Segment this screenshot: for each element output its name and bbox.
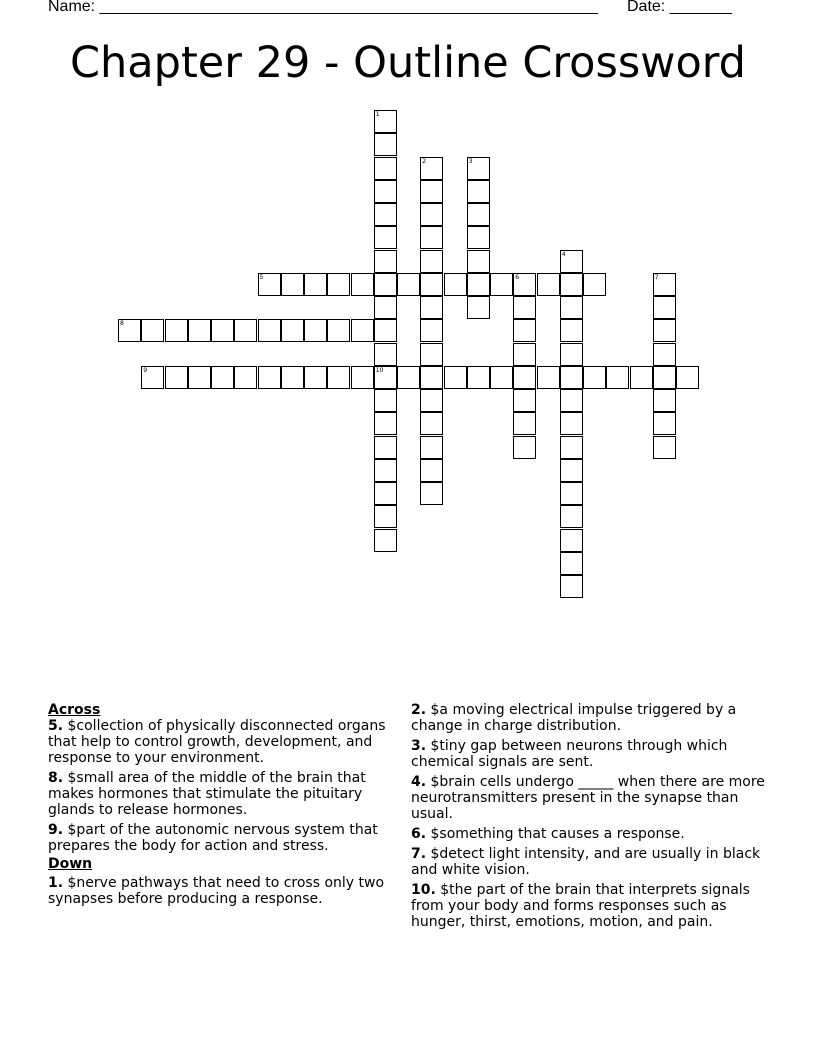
crossword-cell[interactable] — [537, 366, 560, 389]
clue-text: $part of the autonomic nervous system that prepares the body for action and stress. — [48, 822, 378, 854]
crossword-cell[interactable] — [420, 157, 443, 180]
clue-text: $detect light intensity, and are usually in black and white vision. — [411, 846, 761, 878]
clues-right-column — [411, 702, 771, 934]
crossword-cell[interactable] — [374, 505, 397, 528]
crossword-cell[interactable] — [560, 575, 583, 598]
crossword-cell[interactable] — [141, 366, 164, 389]
crossword-cell[interactable] — [374, 436, 397, 459]
cell-number: 1 — [375, 111, 380, 118]
clue-down-3 — [411, 738, 771, 770]
clue-text: $collection of physically disconnected organs that help to control growth, development, and response to your environment. — [48, 718, 386, 766]
crossword-cell[interactable] — [653, 389, 676, 412]
clue-across-9 — [48, 822, 393, 854]
crossword-cell[interactable] — [211, 319, 234, 342]
clue-number: 9. — [48, 822, 64, 838]
clue-down-4 — [411, 774, 771, 822]
crossword-cell[interactable] — [513, 296, 536, 319]
crossword-cell[interactable] — [374, 366, 397, 389]
crossword-cell[interactable] — [420, 389, 443, 412]
crossword-cell[interactable] — [513, 366, 536, 389]
clue-number: 2. — [411, 702, 427, 718]
crossword-cell[interactable] — [513, 273, 536, 296]
crossword-cell[interactable] — [374, 110, 397, 133]
crossword-cell[interactable] — [141, 319, 164, 342]
crossword-cell[interactable] — [560, 343, 583, 366]
crossword-cell[interactable] — [374, 203, 397, 226]
crossword-cell[interactable] — [467, 157, 490, 180]
crossword-cell[interactable] — [653, 436, 676, 459]
crossword-cell[interactable] — [676, 366, 699, 389]
crossword-cell[interactable] — [537, 273, 560, 296]
crossword-cell[interactable] — [374, 529, 397, 552]
clue-text: $tiny gap between neurons through which chemical signals are sent. — [411, 738, 728, 770]
crossword-cell[interactable] — [258, 273, 281, 296]
crossword-cell[interactable] — [165, 366, 188, 389]
cell-number: 5 — [259, 273, 264, 281]
crossword-cell[interactable] — [281, 366, 304, 389]
crossword-cell[interactable] — [351, 366, 374, 389]
crossword-cell[interactable] — [420, 459, 443, 482]
clue-across-8 — [48, 770, 393, 818]
crossword-cell[interactable] — [653, 343, 676, 366]
cell-number: 6 — [515, 273, 520, 281]
crossword-cell[interactable] — [583, 273, 606, 296]
crossword-cell[interactable] — [560, 296, 583, 319]
crossword-cell[interactable] — [513, 343, 536, 366]
crossword-cell[interactable] — [560, 389, 583, 412]
crossword-cell[interactable] — [653, 412, 676, 435]
clue-text: $small area of the middle of the brain that makes hormones that stimulate the pituitary glands to release hormones. — [48, 770, 366, 818]
crossword-cell[interactable] — [374, 133, 397, 156]
crossword-cell[interactable] — [258, 366, 281, 389]
crossword-cell[interactable] — [188, 366, 211, 389]
crossword-cell[interactable] — [374, 273, 397, 296]
crossword-cell[interactable] — [397, 273, 420, 296]
crossword-cell[interactable] — [653, 319, 676, 342]
clue-text: $the part of the brain that interprets signals from your body and forms responses such as hunger, thirst, emotions, motion, and pain. — [411, 882, 750, 930]
clue-number: 10. — [411, 882, 436, 898]
crossword-cell[interactable] — [420, 436, 443, 459]
crossword-cell[interactable] — [374, 319, 397, 342]
crossword-cell[interactable] — [374, 459, 397, 482]
crossword-cell[interactable] — [560, 366, 583, 389]
crossword-cell[interactable] — [467, 366, 490, 389]
cell-number: 8 — [120, 320, 124, 328]
crossword-cell[interactable] — [467, 226, 490, 249]
crossword-cell[interactable] — [420, 343, 443, 366]
crossword-cell[interactable] — [234, 319, 257, 342]
crossword-cell[interactable] — [560, 529, 583, 552]
clue-number: 5. — [48, 718, 64, 734]
crossword-cell[interactable] — [281, 319, 304, 342]
crossword-cell[interactable] — [420, 366, 443, 389]
clues-left-column — [48, 702, 393, 911]
crossword-cell[interactable] — [420, 203, 443, 226]
crossword-cell[interactable] — [583, 366, 606, 389]
clue-number: 6. — [411, 826, 427, 842]
crossword-cell[interactable] — [374, 389, 397, 412]
crossword-cell[interactable] — [467, 273, 490, 296]
crossword-cell[interactable] — [374, 157, 397, 180]
crossword-cell[interactable] — [560, 552, 583, 575]
cell-number: 3 — [468, 157, 473, 165]
crossword-cell[interactable] — [374, 482, 397, 505]
clue-down-1 — [48, 875, 393, 907]
clue-down-10 — [411, 882, 771, 930]
crossword-cell[interactable] — [374, 180, 397, 203]
crossword-cell[interactable] — [420, 319, 443, 342]
crossword-cell[interactable] — [560, 459, 583, 482]
crossword-cell[interactable] — [467, 180, 490, 203]
clue-number: 8. — [48, 770, 64, 786]
crossword-cell[interactable] — [327, 273, 350, 296]
cell-number: 7 — [654, 273, 659, 281]
crossword-cell[interactable] — [304, 366, 327, 389]
crossword-cell[interactable] — [513, 412, 536, 435]
clue-text: $something that causes a response. — [430, 826, 685, 842]
crossword-cell[interactable] — [653, 296, 676, 319]
crossword-cell[interactable] — [351, 273, 374, 296]
clue-down-2 — [411, 702, 771, 734]
crossword-cell[interactable] — [560, 436, 583, 459]
cell-number: 10 — [375, 366, 384, 374]
crossword-cell[interactable] — [420, 250, 443, 273]
page-title: Chapter 29 - Outline Crossword — [70, 38, 746, 88]
crossword-cell[interactable] — [397, 366, 420, 389]
crossword-cell[interactable] — [560, 273, 583, 296]
crossword-cell[interactable] — [420, 412, 443, 435]
crossword-cell[interactable] — [118, 319, 141, 342]
clue-across-5 — [48, 718, 393, 766]
crossword-cell[interactable] — [420, 482, 443, 505]
crossword-cell[interactable] — [420, 180, 443, 203]
crossword-cell[interactable] — [560, 505, 583, 528]
crossword-cell[interactable] — [351, 319, 374, 342]
crossword-cell[interactable] — [327, 319, 350, 342]
crossword-cell[interactable] — [490, 273, 513, 296]
crossword-cell[interactable] — [211, 366, 234, 389]
crossword-cell[interactable] — [467, 250, 490, 273]
crossword-cell[interactable] — [374, 412, 397, 435]
crossword-cell[interactable] — [490, 366, 513, 389]
crossword-cell[interactable] — [630, 366, 653, 389]
crossword-cell[interactable] — [560, 412, 583, 435]
crossword-cell[interactable] — [165, 319, 188, 342]
crossword-cell[interactable] — [374, 226, 397, 249]
crossword-cell[interactable] — [420, 273, 443, 296]
across-heading: Across — [48, 702, 101, 718]
crossword-cell[interactable] — [304, 273, 327, 296]
crossword-cell[interactable] — [420, 226, 443, 249]
crossword-cell[interactable] — [560, 319, 583, 342]
crossword-cell[interactable] — [513, 319, 536, 342]
clue-text: $nerve pathways that need to cross only two synapses before producing a response. — [48, 875, 385, 907]
crossword-cell[interactable] — [606, 366, 629, 389]
crossword-cell[interactable] — [374, 296, 397, 319]
down-heading: Down — [48, 856, 93, 872]
clue-number: 1. — [48, 875, 64, 891]
crossword-cell[interactable] — [653, 273, 676, 296]
crossword-cell[interactable] — [444, 273, 467, 296]
clue-down-6 — [411, 826, 771, 842]
crossword-cell[interactable] — [281, 273, 304, 296]
clue-number: 3. — [411, 738, 427, 754]
crossword-cell[interactable] — [467, 296, 490, 319]
date-field-label: Date: _______ — [627, 0, 732, 15]
crossword-cell[interactable] — [304, 319, 327, 342]
cell-number: 9 — [143, 366, 148, 374]
crossword-cell[interactable] — [513, 436, 536, 459]
crossword-cell[interactable] — [234, 366, 257, 389]
clue-number: 4. — [411, 774, 427, 790]
crossword-cell[interactable] — [444, 366, 467, 389]
clue-number: 7. — [411, 846, 427, 862]
crossword-cell[interactable] — [560, 482, 583, 505]
cell-number: 2 — [422, 157, 427, 165]
cell-number: 4 — [561, 250, 566, 258]
crossword-cell[interactable] — [467, 203, 490, 226]
name-field-label: Name: ________________________________________________________ — [48, 0, 598, 15]
crossword-cell[interactable] — [420, 296, 443, 319]
clue-down-7 — [411, 846, 771, 878]
crossword-cell[interactable] — [513, 389, 536, 412]
clue-text: $a moving electrical impulse triggered by a change in charge distribution. — [411, 702, 737, 734]
clue-text: $brain cells undergo _____ when there are more neurotransmitters present in the synapse than usual. — [411, 774, 765, 822]
crossword-cell[interactable] — [653, 366, 676, 389]
crossword-cell[interactable] — [188, 319, 211, 342]
crossword-cell[interactable] — [374, 343, 397, 366]
crossword-cell[interactable] — [374, 250, 397, 273]
crossword-cell[interactable] — [560, 250, 583, 273]
crossword-cell[interactable] — [258, 319, 281, 342]
crossword-cell[interactable] — [327, 366, 350, 389]
